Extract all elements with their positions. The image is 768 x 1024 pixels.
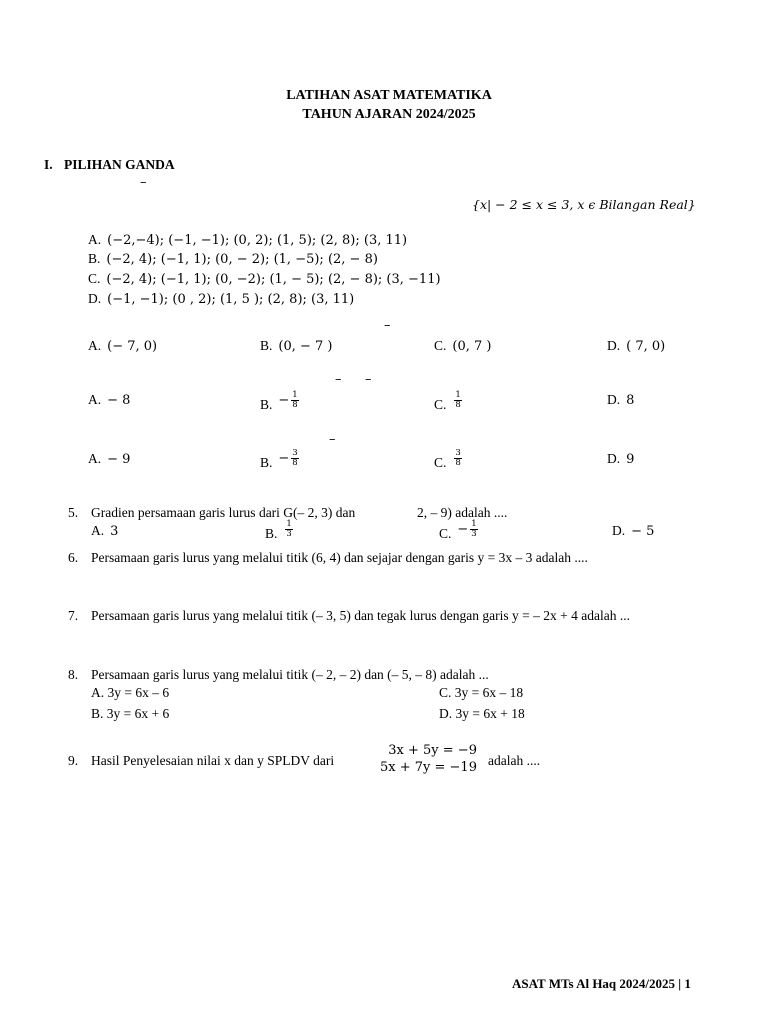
q1-option-d xyxy=(88,290,354,308)
fraction-numerator: 3 xyxy=(455,448,461,458)
fraction-sign: − xyxy=(457,522,469,538)
option-text: − 5 xyxy=(631,524,655,539)
q1-option-a xyxy=(88,231,407,249)
document-title: LATIHAN ASAT MATEMATIKA xyxy=(286,88,492,103)
fraction-denominator: 3 xyxy=(471,529,477,539)
q6-number: 6. xyxy=(68,550,79,565)
option-label: D. xyxy=(88,291,102,306)
q2-option-d xyxy=(607,337,665,355)
option-label: B. xyxy=(91,706,104,721)
fraction-numerator: 1 xyxy=(292,390,298,400)
option-text: 3y = 6x + 6 xyxy=(106,706,170,721)
q3-stray-dash-1: – xyxy=(335,372,342,387)
option-text: (0, − 7 ) xyxy=(278,339,333,354)
q8-option-d xyxy=(439,706,525,722)
option-text: (− 7, 0) xyxy=(107,339,158,354)
option-text: (−2, 4); (−1, 1); (0, −2); (1, − 5); (2, − 8); (3, −11) xyxy=(106,272,441,287)
fraction-denominator: 8 xyxy=(292,458,298,468)
option-text: − 8 xyxy=(107,393,131,408)
fraction-denominator: 8 xyxy=(455,400,461,410)
q1-set-notation: {x| − 2 ≤ x ≤ 3, x ϵ Bilangan Real} xyxy=(472,197,696,212)
option-label: C. xyxy=(439,685,452,700)
option-label: B. xyxy=(260,455,273,471)
q1-option-b xyxy=(88,250,378,268)
fraction xyxy=(291,449,298,468)
q9-equation-2: 5x + 7y = −19 xyxy=(380,760,477,775)
q3-stray-dash-2: – xyxy=(365,372,372,387)
q7-number: 7. xyxy=(68,608,79,623)
q3-option-a xyxy=(88,391,130,409)
option-label: A. xyxy=(88,338,102,353)
option-text: − 9 xyxy=(107,452,131,467)
q5-option-d xyxy=(612,522,654,540)
q5-number: 5. xyxy=(68,505,79,520)
option-label: C. xyxy=(434,455,447,471)
fraction-sign: − xyxy=(278,451,290,467)
q4-option-a xyxy=(88,450,130,468)
q5-option-c xyxy=(439,519,478,542)
page-footer: ASAT MTs Al Haq 2024/2025 | 1 xyxy=(512,976,691,991)
fraction xyxy=(470,520,477,539)
option-label: A. xyxy=(91,685,105,700)
option-text: (−1, −1); (0 , 2); (1, 5 ); (2, 8); (3, 11) xyxy=(107,292,355,307)
q1-stray-dash: – xyxy=(140,175,147,190)
option-label: B. xyxy=(260,397,273,413)
option-text: 9 xyxy=(626,452,635,467)
q9-text-a: Hasil Penyelesaian nilai x dan y SPLDV dari xyxy=(91,753,335,768)
option-label: B. xyxy=(265,526,278,542)
option-label: A. xyxy=(88,451,102,466)
q5-option-a xyxy=(91,522,118,540)
option-label: D. xyxy=(607,392,621,407)
option-label: C. xyxy=(434,397,447,413)
option-label: D. xyxy=(607,451,621,466)
q2-option-a xyxy=(88,337,157,355)
q5-text-b: 2, – 9) adalah .... xyxy=(417,505,508,520)
option-label: D. xyxy=(612,523,626,538)
option-label: C. xyxy=(88,271,101,286)
option-text: 3y = 6x – 18 xyxy=(454,685,524,700)
fraction xyxy=(291,391,298,410)
option-text: 3y = 6x – 6 xyxy=(107,685,170,700)
option-label: B. xyxy=(260,338,273,353)
fraction-numerator: 1 xyxy=(471,519,477,529)
q6-text: Persamaan garis lurus yang melalui titik (6, 4) dan sejajar dengan garis y = 3x – 3 adalah .... xyxy=(91,550,588,565)
q9-text-b: adalah .... xyxy=(488,753,541,768)
option-label: C. xyxy=(439,526,452,542)
q2-option-c xyxy=(434,337,491,355)
option-label: A. xyxy=(91,523,105,538)
fraction-denominator: 8 xyxy=(455,458,461,468)
q2-stray-dash: – xyxy=(384,318,391,333)
option-text: (0, 7 ) xyxy=(452,339,492,354)
option-label: D. xyxy=(439,706,453,721)
q4-option-d xyxy=(607,450,634,468)
fraction-sign: − xyxy=(278,393,290,409)
q4-option-b xyxy=(260,448,299,471)
fraction-numerator: 1 xyxy=(286,519,292,529)
q3-option-c xyxy=(434,390,462,413)
fraction-numerator: 3 xyxy=(292,448,298,458)
option-label: D. xyxy=(607,338,621,353)
option-label: A. xyxy=(88,392,102,407)
q3-option-d xyxy=(607,391,634,409)
q5-text-a: Gradien persamaan garis lurus dari G(– 2, 3) dan xyxy=(91,505,356,520)
fraction xyxy=(454,391,461,410)
q9-equation-system xyxy=(380,742,477,776)
fraction xyxy=(285,520,292,539)
q5-option-b xyxy=(265,519,293,542)
fraction xyxy=(454,449,461,468)
q1-option-c xyxy=(88,270,441,288)
option-label: A. xyxy=(88,232,102,247)
option-text: (−2, 4); (−1, 1); (0, − 2); (1, −5); (2, − 8) xyxy=(106,252,378,267)
option-text: 8 xyxy=(626,393,635,408)
q8-option-b xyxy=(91,706,169,722)
q3-option-b xyxy=(260,390,299,413)
q8-number: 8. xyxy=(68,667,79,682)
section-number: I. xyxy=(44,157,53,172)
option-text: 3y = 6x + 18 xyxy=(455,706,525,721)
option-text: ( 7, 0) xyxy=(626,339,666,354)
q7-text: Persamaan garis lurus yang melalui titik (– 3, 5) dan tegak lurus dengan garis y = – 2x + 4 adalah ... xyxy=(91,608,630,623)
q9-number: 9. xyxy=(68,753,79,768)
option-text: (−2,−4); (−1, −1); (0, 2); (1, 5); (2, 8); (3, 11) xyxy=(107,233,408,248)
q8-text: Persamaan garis lurus yang melalui titik (– 2, – 2) dan (– 5, – 8) adalah ... xyxy=(91,667,489,682)
fraction-denominator: 8 xyxy=(292,400,298,410)
q2-option-b xyxy=(260,337,333,355)
q4-stray-dash: – xyxy=(329,432,336,447)
fraction-denominator: 3 xyxy=(286,529,292,539)
q8-option-a xyxy=(91,685,169,701)
option-label: B. xyxy=(88,251,101,266)
q8-option-c xyxy=(439,685,523,701)
option-text: 3 xyxy=(110,524,119,539)
q9-equation-1: 3x + 5y = −9 xyxy=(388,743,477,758)
fraction-numerator: 1 xyxy=(455,390,461,400)
section-title: PILIHAN GANDA xyxy=(64,157,175,172)
document-subtitle: TAHUN AJARAN 2024/2025 xyxy=(302,107,476,122)
option-label: C. xyxy=(434,338,447,353)
q4-option-c xyxy=(434,448,462,471)
